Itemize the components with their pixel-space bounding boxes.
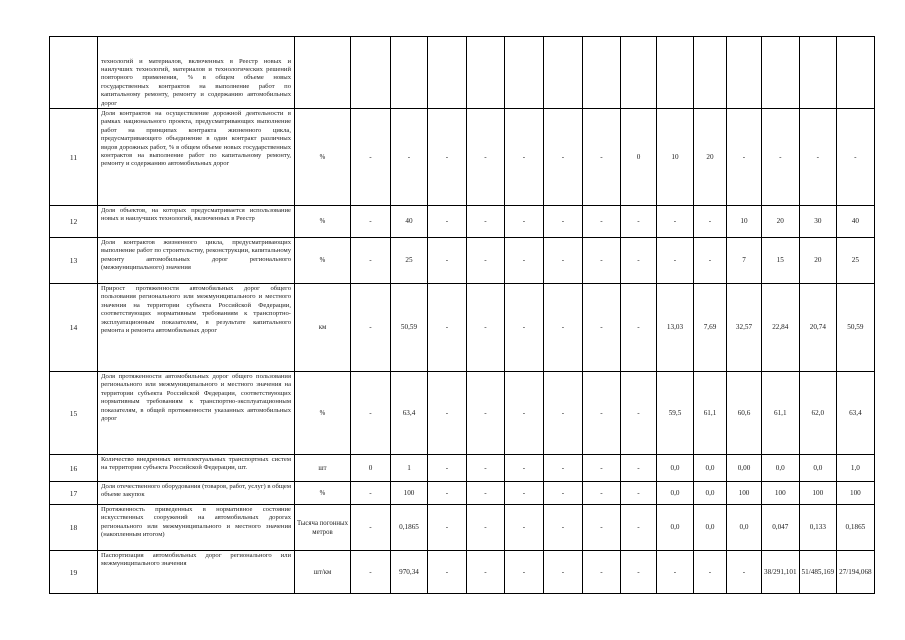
- row-number: 15: [50, 372, 98, 455]
- value-cell: [583, 37, 621, 109]
- value-cell: 25: [837, 238, 875, 284]
- value-cell: 0,1865: [391, 505, 428, 551]
- row-number: 11: [50, 109, 98, 206]
- value-cell: 1,0: [837, 455, 875, 482]
- value-cell: 0,0: [694, 455, 727, 482]
- value-cell: -: [351, 109, 391, 206]
- unit-cell: %: [295, 238, 351, 284]
- row-number: 17: [50, 482, 98, 505]
- unit-cell: %: [295, 109, 351, 206]
- table-row: [50, 372, 875, 455]
- indicators-table: [49, 36, 875, 594]
- value-cell: -: [428, 109, 467, 206]
- value-cell: -: [621, 284, 657, 372]
- value-cell: -: [657, 238, 694, 284]
- value-cell: -: [621, 551, 657, 594]
- value-cell: [467, 37, 505, 109]
- value-cell: 100: [837, 482, 875, 505]
- row-number: 12: [50, 206, 98, 238]
- value-cell: 20: [799, 238, 837, 284]
- value-cell: 15: [762, 238, 800, 284]
- value-cell: 1: [391, 455, 428, 482]
- value-cell: -: [505, 206, 544, 238]
- value-cell: -: [467, 455, 505, 482]
- value-cell: 50,59: [391, 284, 428, 372]
- value-cell: -: [351, 284, 391, 372]
- indicator-description: Паспортизация автомобильных дорог регионального или межмуниципального значения: [98, 551, 295, 594]
- value-cell: -: [583, 551, 621, 594]
- row-number: 14: [50, 284, 98, 372]
- indicator-description: Доля отечественного оборудования (товаров, работ, услуг) в общем объеме закупок: [98, 482, 295, 505]
- value-cell: 0,0: [762, 455, 800, 482]
- value-cell: 13,03: [657, 284, 694, 372]
- value-cell: -: [621, 372, 657, 455]
- value-cell: -: [428, 284, 467, 372]
- unit-cell: км: [295, 284, 351, 372]
- value-cell: [391, 37, 428, 109]
- row-number: 19: [50, 551, 98, 594]
- indicator-description: Прирост протяженности автомобильных дорог общего пользования регионального или межмуниципального и местного значения на территории субъекта Российской Федерации, соответствующих нормативным требованиям к транспортно-эксплуатационным показателям, в результате капитального ремонта и ремонта автомобильных дорог: [98, 284, 295, 372]
- value-cell: [694, 37, 727, 109]
- table-row: [50, 37, 875, 109]
- value-cell: -: [544, 238, 583, 284]
- value-cell: -: [428, 482, 467, 505]
- value-cell: -: [467, 372, 505, 455]
- value-cell: [621, 37, 657, 109]
- value-cell: -: [621, 455, 657, 482]
- value-cell: 0,1865: [837, 505, 875, 551]
- value-cell: -: [428, 505, 467, 551]
- value-cell: 22,84: [762, 284, 800, 372]
- value-cell: -: [583, 482, 621, 505]
- unit-cell: %: [295, 482, 351, 505]
- value-cell: 32,57: [727, 284, 762, 372]
- value-cell: -: [505, 482, 544, 505]
- table-row: [50, 551, 875, 594]
- value-cell: -: [391, 109, 428, 206]
- value-cell: -: [467, 284, 505, 372]
- value-cell: 970,34: [391, 551, 428, 594]
- unit-cell: [295, 37, 351, 109]
- value-cell: 38/291,101: [762, 551, 800, 594]
- value-cell: -: [505, 109, 544, 206]
- value-cell: 25: [391, 238, 428, 284]
- value-cell: -: [428, 238, 467, 284]
- value-cell: -: [837, 109, 875, 206]
- value-cell: 59,5: [657, 372, 694, 455]
- value-cell: -: [583, 109, 621, 206]
- value-cell: -: [799, 109, 837, 206]
- value-cell: 63,4: [837, 372, 875, 455]
- value-cell: -: [694, 206, 727, 238]
- value-cell: -: [583, 505, 621, 551]
- value-cell: 0,0: [657, 482, 694, 505]
- value-cell: -: [694, 238, 727, 284]
- value-cell: -: [505, 284, 544, 372]
- value-cell: 20: [694, 109, 727, 206]
- row-number: 16: [50, 455, 98, 482]
- value-cell: -: [351, 238, 391, 284]
- value-cell: -: [583, 206, 621, 238]
- indicator-description: технологий и материалов, включенных в Реестр новых и наилучших технологий, материалов и технологических решений повторного применения, % в общем объеме новых государственных контрактов на выполнение работ по капитальному ремонту, ремонту и содержанию автомобильных дорог: [98, 37, 295, 109]
- value-cell: -: [467, 505, 505, 551]
- value-cell: -: [544, 505, 583, 551]
- value-cell: 50,59: [837, 284, 875, 372]
- unit-cell: Тысяча погонных метров: [295, 505, 351, 551]
- value-cell: -: [351, 551, 391, 594]
- value-cell: -: [505, 455, 544, 482]
- value-cell: 7,69: [694, 284, 727, 372]
- table-row: [50, 482, 875, 505]
- value-cell: -: [544, 482, 583, 505]
- value-cell: 60,6: [727, 372, 762, 455]
- indicator-description: Доля контрактов жизненного цикла, предусматривающих выполнение работ по строительству, реконструкции, капитальному ремонту автомобильных дорог регионального (межмуниципального) значения: [98, 238, 295, 284]
- row-number: 18: [50, 505, 98, 551]
- unit-cell: шт/км: [295, 551, 351, 594]
- value-cell: 20: [762, 206, 800, 238]
- value-cell: -: [544, 109, 583, 206]
- value-cell: -: [727, 551, 762, 594]
- value-cell: -: [583, 284, 621, 372]
- value-cell: 0,0: [657, 455, 694, 482]
- value-cell: 100: [727, 482, 762, 505]
- value-cell: 0,047: [762, 505, 800, 551]
- indicator-description: Количество внедренных интеллектуальных транспортных систем на территории субъекта Российской Федерации, шт.: [98, 455, 295, 482]
- value-cell: 100: [762, 482, 800, 505]
- value-cell: -: [583, 455, 621, 482]
- value-cell: -: [351, 372, 391, 455]
- value-cell: [762, 37, 800, 109]
- value-cell: 0,0: [727, 505, 762, 551]
- indicator-description: Доля протяженности автомобильных дорог общего пользования регионального или межмуниципального и местного значения на территории субъекта Российской Федерации, соответствующих нормативным требованиям к транспортно-эксплуатационным показателям, в общей протяженности указанных автомобильных дорог: [98, 372, 295, 455]
- value-cell: -: [727, 109, 762, 206]
- value-cell: -: [544, 372, 583, 455]
- value-cell: 0,0: [657, 505, 694, 551]
- row-number: [50, 37, 98, 109]
- indicator-description: Протяженность приведенных в нормативное состояние искусственных сооружений на автомобильных дорогах регионального или межмуниципального и местного значения (накопленным итогом): [98, 505, 295, 551]
- value-cell: [837, 37, 875, 109]
- value-cell: -: [428, 455, 467, 482]
- value-cell: -: [505, 238, 544, 284]
- value-cell: 51/485,169: [799, 551, 837, 594]
- value-cell: -: [544, 206, 583, 238]
- value-cell: -: [467, 551, 505, 594]
- value-cell: 40: [391, 206, 428, 238]
- value-cell: -: [351, 206, 391, 238]
- value-cell: [505, 37, 544, 109]
- value-cell: 0,0: [694, 482, 727, 505]
- value-cell: -: [467, 482, 505, 505]
- table-row: [50, 455, 875, 482]
- value-cell: 20,74: [799, 284, 837, 372]
- table-row: [50, 505, 875, 551]
- unit-cell: %: [295, 206, 351, 238]
- table-row: [50, 238, 875, 284]
- value-cell: -: [467, 206, 505, 238]
- value-cell: -: [544, 455, 583, 482]
- value-cell: -: [351, 505, 391, 551]
- value-cell: 0: [351, 455, 391, 482]
- value-cell: -: [505, 372, 544, 455]
- row-number: 13: [50, 238, 98, 284]
- value-cell: -: [621, 238, 657, 284]
- unit-cell: %: [295, 372, 351, 455]
- value-cell: 100: [799, 482, 837, 505]
- value-cell: -: [467, 238, 505, 284]
- value-cell: 0,0: [799, 455, 837, 482]
- value-cell: 61,1: [762, 372, 800, 455]
- value-cell: 30: [799, 206, 837, 238]
- value-cell: -: [428, 372, 467, 455]
- table-row: [50, 206, 875, 238]
- value-cell: -: [428, 551, 467, 594]
- value-cell: -: [505, 505, 544, 551]
- value-cell: -: [544, 284, 583, 372]
- table-row: [50, 109, 875, 206]
- unit-cell: шт: [295, 455, 351, 482]
- value-cell: [727, 37, 762, 109]
- value-cell: 0,133: [799, 505, 837, 551]
- value-cell: 27/194,068: [837, 551, 875, 594]
- value-cell: -: [351, 482, 391, 505]
- value-cell: 0,00: [727, 455, 762, 482]
- value-cell: -: [583, 238, 621, 284]
- value-cell: [544, 37, 583, 109]
- indicator-description: Доля контрактов на осуществление дорожной деятельности в рамках национального проекта, предусматривающих выполнение работ на принципах контракта жизненного цикла, предусматривающего объединение в один контракт различных видов дорожных работ, % в общем объеме новых государственных контрактов на выполнение работ по капитальному ремонту, ремонту и содержанию автомобильных дорог: [98, 109, 295, 206]
- value-cell: 63,4: [391, 372, 428, 455]
- value-cell: -: [762, 109, 800, 206]
- value-cell: 10: [727, 206, 762, 238]
- value-cell: -: [657, 551, 694, 594]
- value-cell: -: [621, 206, 657, 238]
- value-cell: 0,0: [694, 505, 727, 551]
- value-cell: -: [467, 109, 505, 206]
- value-cell: 0: [621, 109, 657, 206]
- value-cell: 7: [727, 238, 762, 284]
- value-cell: [428, 37, 467, 109]
- table-row: [50, 284, 875, 372]
- value-cell: -: [694, 551, 727, 594]
- value-cell: -: [428, 206, 467, 238]
- value-cell: -: [505, 551, 544, 594]
- value-cell: 100: [391, 482, 428, 505]
- value-cell: -: [583, 372, 621, 455]
- value-cell: -: [621, 482, 657, 505]
- value-cell: -: [621, 505, 657, 551]
- value-cell: 10: [657, 109, 694, 206]
- value-cell: [657, 37, 694, 109]
- value-cell: -: [544, 551, 583, 594]
- indicator-description: Доля объектов, на которых предусматривается использование новых и наилучших технологий, включенных в Реестр: [98, 206, 295, 238]
- value-cell: [799, 37, 837, 109]
- value-cell: 62,0: [799, 372, 837, 455]
- value-cell: 40: [837, 206, 875, 238]
- value-cell: -: [657, 206, 694, 238]
- value-cell: 61,1: [694, 372, 727, 455]
- value-cell: [351, 37, 391, 109]
